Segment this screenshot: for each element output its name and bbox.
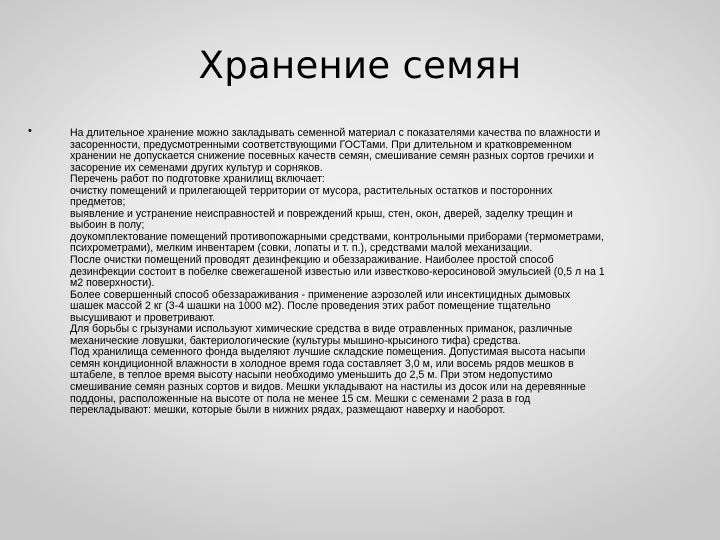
slide-body-text — [70, 128, 710, 417]
slide-title: Хранение семян — [198, 44, 522, 87]
body-line: смешивание семян разных сортов и видов. Мешки укладывают на настилы из досок или на деревянные — [70, 381, 586, 394]
body-line: выбоин в полу; — [70, 219, 145, 232]
body-line: Для борьбы с грызунами используют химические средства в виде отравленных приманок, различные — [70, 323, 573, 336]
body-line: доукомплектование помещений противопожарными средствами, контрольными приборами (термометрами, — [70, 230, 604, 243]
body-line: Под хранилища семенного фонда выделяют лучшие складские помещения. Допустимая высота насыпи — [70, 346, 586, 359]
body-line: высушивают и проветривают. — [70, 311, 215, 324]
body-line: механические ловушки, бактериологические (культуры мышино-крысиного тифа) средства. — [70, 334, 521, 347]
body-line: засоренности, предусмотренными соответствующими ГОСТами. При длительном и кратковременном — [70, 138, 572, 151]
body-line: поддоны, расположенные на высоте от пола не менее 15 см. Мешки с семенами 2 раза в год — [70, 392, 531, 405]
body-line: психрометрами), мелким инвентарем (совки, лопаты и т. п.), средствами малой механизации. — [70, 242, 533, 255]
body-line: На длительное хранение можно закладывать семенной материал с показателями качества по влажности и — [70, 127, 601, 139]
body-line: штабеле, в теплое время высоту насыпи необходимо уменьшить до 2,5 м. При этом недопустимо — [70, 369, 553, 382]
body-line: очистку помещений и прилегающей территории от мусора, растительных остатков и посторонних — [70, 184, 553, 197]
body-line: засорение их семенами других культур и сорняков. — [70, 161, 323, 174]
bullet-marker: • — [28, 125, 32, 137]
body-line: дезинфекции состоит в побелке свежегашеной известью или известково-керосиновой эмульсией (0,5 л на 1 — [70, 265, 605, 278]
body-line: Более совершенный способ обеззараживания - применение аэрозолей или инсектицидных дымовых — [70, 288, 571, 301]
body-line: После очистки помещений проводят дезинфекцию и обеззараживание. Наиболее простой способ — [70, 254, 554, 267]
body-line: хранении не допускается снижение посевных качеств семян, смешивание семян разных сортов гречихи и — [70, 150, 594, 163]
body-line: выявление и устранение неисправностей и повреждений крыш, стен, окон, дверей, заделку трещин и — [70, 207, 573, 220]
body-line: шашек массой 2 кг (3-4 шашки на 1000 м2). После проведения этих работ помещение тщательно — [70, 300, 551, 313]
body-line: м2 поверхности). — [70, 277, 155, 290]
body-line: перекладывают: мешки, которые были в нижних рядах, размещают наверху и наоборот. — [70, 404, 506, 417]
body-line: семян кондиционной влажности в холодное время года составляет 3,0 м, или восемь рядов мешков в — [70, 357, 574, 370]
body-line: предметов; — [70, 196, 126, 209]
body-line: Перечень работ по подготовке хранилищ включает: — [70, 173, 325, 186]
